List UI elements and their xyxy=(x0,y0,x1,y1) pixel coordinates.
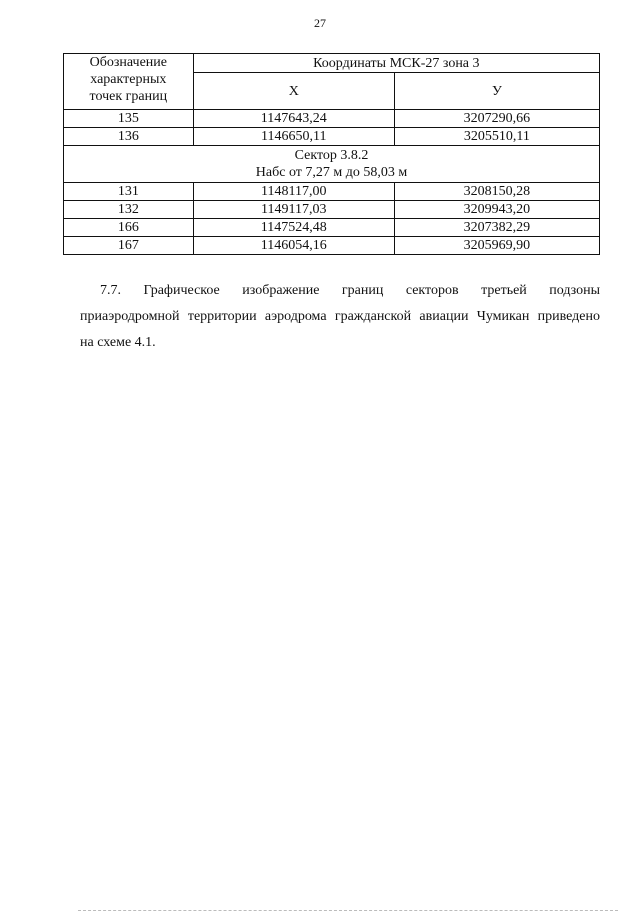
table-row xyxy=(64,237,600,255)
table-row xyxy=(64,219,600,237)
table-row xyxy=(64,128,600,146)
point-cell: 166 xyxy=(64,219,194,237)
coords-system-header: Координаты МСК-27 зона 3 xyxy=(193,54,599,73)
x-cell: 1146054,16 xyxy=(193,237,394,255)
coordinates-table xyxy=(63,53,600,255)
designation-header-line: характерных xyxy=(90,72,167,87)
paragraph-line: 7.7. Графическое изображение границ секторов третьей подзоны xyxy=(100,283,600,298)
y-cell: 3209943,20 xyxy=(394,201,599,219)
paragraph-7-7 xyxy=(80,278,600,356)
point-cell: 136 xyxy=(64,128,194,146)
sector-section-row xyxy=(64,146,600,183)
y-cell: 3207382,29 xyxy=(394,219,599,237)
x-cell: 1148117,00 xyxy=(193,183,394,201)
table-row xyxy=(64,201,600,219)
table-row xyxy=(64,183,600,201)
designation-header xyxy=(64,54,194,110)
x-cell: 1146650,11 xyxy=(193,128,394,146)
x-cell: 1147524,48 xyxy=(193,219,394,237)
x-cell: 1149117,03 xyxy=(193,201,394,219)
sector-section-cell xyxy=(64,146,600,183)
point-cell: 167 xyxy=(64,237,194,255)
designation-header-line: точек границ xyxy=(89,89,168,104)
x-column-header: Х xyxy=(193,73,394,110)
table-header-row xyxy=(64,54,600,73)
point-cell: 135 xyxy=(64,110,194,128)
designation-header-line: Обозначение xyxy=(89,55,168,70)
table-row xyxy=(64,110,600,128)
sector-height-range: Набс от 7,27 м до 58,03 м xyxy=(255,165,408,180)
y-cell: 3205969,90 xyxy=(394,237,599,255)
paragraph-line: на схеме 4.1. xyxy=(80,335,156,350)
point-cell: 131 xyxy=(64,183,194,201)
sector-title: Сектор 3.8.2 xyxy=(294,148,369,163)
y-column-header: У xyxy=(394,73,599,110)
x-cell: 1147643,24 xyxy=(193,110,394,128)
point-cell: 132 xyxy=(64,201,194,219)
y-cell: 3208150,28 xyxy=(394,183,599,201)
paragraph-line: приаэродромной территории аэродрома гражданской авиации Чумикан приведено xyxy=(80,309,600,324)
y-cell: 3205510,11 xyxy=(394,128,599,146)
page-number: 27 xyxy=(314,16,326,30)
scan-bottom-rule xyxy=(78,910,618,911)
y-cell: 3207290,66 xyxy=(394,110,599,128)
